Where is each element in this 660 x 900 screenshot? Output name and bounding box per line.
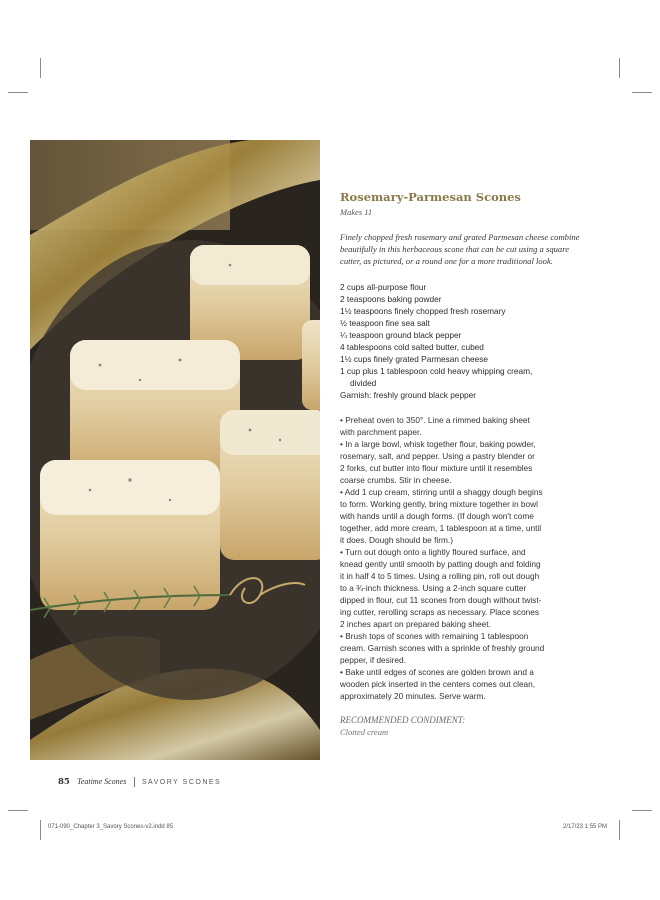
instruction-line: to form. Working gently, bring mixture together in bowl [340,499,538,509]
slug-date: 2/17/23 1:55 PM [563,824,608,830]
instruction-line: rosemary, salt, and pepper. Using a pastry blender or [340,451,535,461]
page-number: 85 [58,777,70,788]
instruction-line: knead gently until smooth by patting dough and folding [340,559,541,569]
page-footer [58,777,221,787]
recipe-yield: Makes 11 [340,207,373,217]
instruction-line: 2 forks, cut butter into flour mixture until it resembles [340,463,533,473]
crop-mark [619,820,620,840]
crop-mark [8,810,28,811]
instruction-line: • Brush tops of scones with remaining 1 tablespoon [340,631,529,641]
instruction-line: • Turn out dough onto a lightly floured surface, and [340,547,526,557]
ingredient-item: ½ teaspoon fine sea salt [340,318,430,328]
condiment-heading: RECOMMENDED CONDIMENT: [340,715,466,725]
ingredient-item: divided [350,378,377,388]
condiment-text: Clotted cream [340,727,389,737]
instruction-list [340,414,590,702]
crop-mark [632,92,652,93]
instruction-line: cream. Garnish scones with a sprinkle of freshly ground [340,643,545,653]
ingredient-item: 1½ cups finely grated Parmesan cheese [340,354,489,364]
chapter-name: SAVORY SCONES [141,779,222,787]
instruction-line: approximately 20 minutes. Serve warm. [340,691,486,701]
scones-photo [30,140,320,760]
instruction-line: pepper, if desired. [340,655,406,665]
ingredient-item: Garnish: freshly ground black pepper [340,390,477,400]
instruction-line: coarse crumbs. Stir in cheese. [340,475,452,485]
instruction-line: to a ¾-inch thickness. Using a 2-inch square cutter [340,583,527,593]
instruction-line: dipped in flour, cut 11 scones from dough without twist- [340,595,542,605]
ingredient-item: 1 cup plus 1 tablespoon cold heavy whipping cream, [340,366,533,376]
instruction-line: ing cutter, rerolling scraps as necessary. Place scones [340,607,540,617]
ingredient-item: ¼ teaspoon ground black pepper [340,330,462,340]
crop-mark [8,92,28,93]
ingredient-item: 2 cups all-purpose flour [340,282,427,292]
recipe [340,190,590,737]
instruction-line: • In a large bowl, whisk together flour, baking powder, [340,439,536,449]
ingredient-list [340,281,590,401]
instruction-line: it does. Dough should be firm.) [340,535,453,545]
recipe-intro: Finely chopped fresh rosemary and grated Parmesan cheese combine beautifully in this herbaceous scone that can be cut using a square cutter, as pictured, or a round one for a more traditional look. [340,232,580,266]
instruction-line: • Add 1 cup cream, stirring until a shaggy dough begins [340,487,543,497]
instruction-line: • Preheat oven to 350°. Line a rimmed baking sheet [340,415,530,425]
crop-mark [619,58,620,78]
ingredient-item: 4 tablespoons cold salted butter, cubed [340,342,484,352]
crop-mark [40,58,41,78]
recipe-title: Rosemary-Parmesan Scones [340,190,521,204]
slug-file-info: 071-090_Chapter 3_Savory Scones-v2.indd 85 [48,824,174,830]
footer-divider [134,777,135,787]
instruction-line: with hands until a dough forms. (If dough won't come [340,511,534,521]
instruction-line: it in half 4 to 5 times. Using a rolling pin, roll out dough [340,571,540,581]
instruction-line: 2 inches apart on prepared baking sheet. [340,619,491,629]
instruction-line: • Bake until edges of scones are golden brown and a [340,667,534,677]
crop-mark [632,810,652,811]
ingredient-item: 1½ teaspoons finely chopped fresh rosemary [340,306,506,316]
book-title: Teatime Scones [77,777,127,787]
crop-mark [40,820,41,840]
instruction-line: wooden pick inserted in the centers comes out clean, [340,679,536,689]
instruction-line: together, add more cream, 1 tablespoon at a time, until [340,523,542,533]
instruction-line: with parchment paper. [340,427,422,437]
ingredient-item: 2 teaspoons baking powder [340,294,442,304]
scones-illustration [30,140,320,760]
